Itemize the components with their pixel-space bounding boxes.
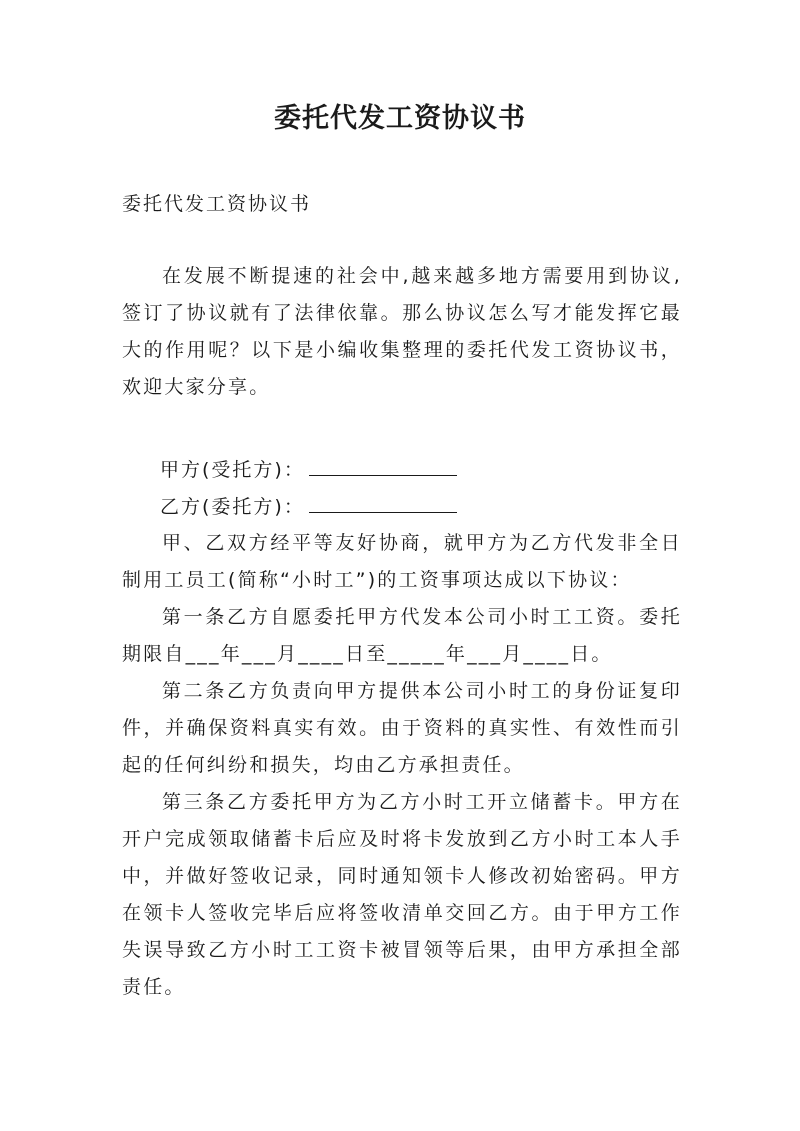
party-b-line xyxy=(160,488,457,526)
document-subtitle: 委托代发工资协议书 xyxy=(122,193,312,215)
party-b-blank xyxy=(309,488,457,513)
party-a-blank xyxy=(309,451,457,476)
paragraph-article-3: 第三条乙方委托甲方为乙方小时工开立储蓄卡。甲方在开户完成领取储蓄卡后应及时将卡发放到乙方小时工本人手中，并做好签收记录，同时通知领卡人修改初始密码。甲方在领卡人签收完毕后应将签收清单交回乙方。由于甲方工作失误导致乙方小时工工资卡被冒领等后果，由甲方承担全部责任。 xyxy=(122,791,682,998)
party-a-label: 甲方(受托方)： xyxy=(160,459,305,481)
paragraph-agreement: 甲、乙双方经平等友好协商，就甲方为乙方代发非全日制用工员工(简称“小时工”)的工资事项达成以下协议： xyxy=(122,532,682,591)
document-title: 委托代发工资协议书 xyxy=(274,103,526,134)
intro-paragraph: 在发展不断提速的社会中,越来越多地方需要用到协议,签订了协议就有了法律依靠。那么协议怎么写才能发挥它最大的作用呢？以下是小编收集整理的委托代发工资协议书，欢迎大家分享。 xyxy=(122,265,682,398)
party-b-label: 乙方(委托方)： xyxy=(160,496,305,518)
party-a-line xyxy=(160,451,457,489)
paragraph-article-1: 第一条乙方自愿委托甲方代发本公司小时工工资。委托期限自___年___月____日至_____年___月____日。 xyxy=(122,606,682,665)
paragraph-article-2: 第二条乙方负责向甲方提供本公司小时工的身份证复印件，并确保资料真实有效。由于资料的真实性、有效性而引起的任何纠纷和损失，均由乙方承担责任。 xyxy=(122,680,682,776)
